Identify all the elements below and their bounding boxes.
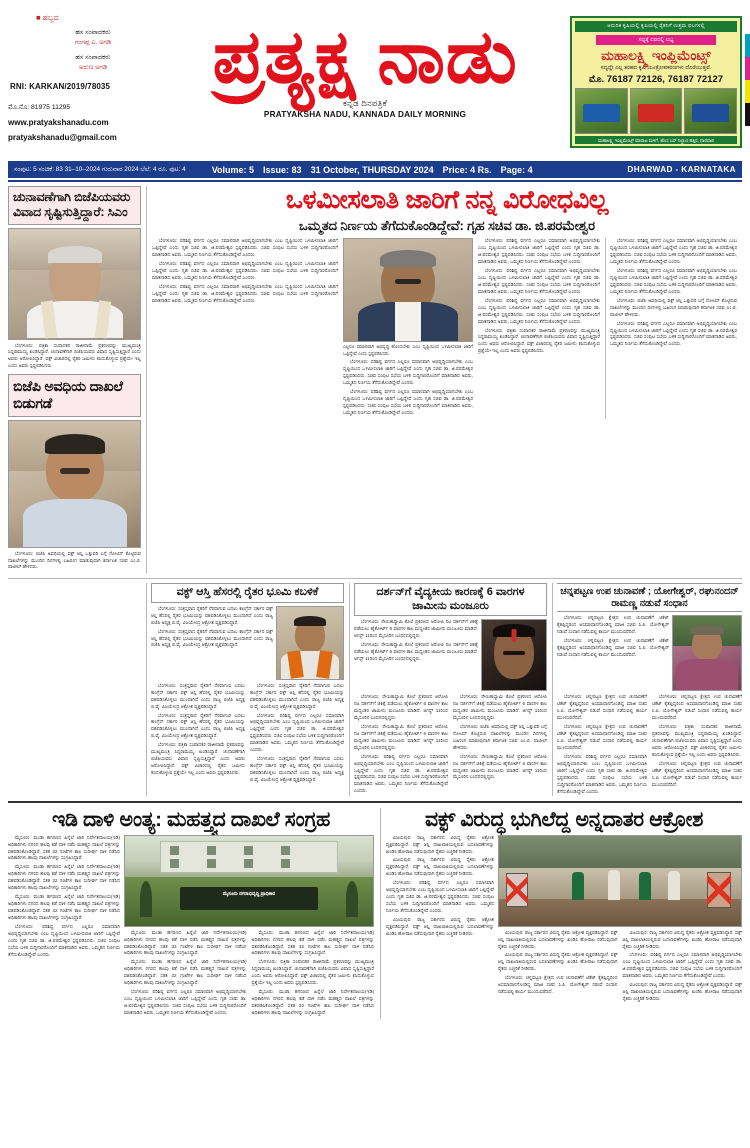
- edition-place: DHARWAD - KARNATAKA: [627, 165, 736, 174]
- siddaramaiah-photo: [8, 228, 141, 340]
- story-mid-b-photo-wrap: [481, 619, 547, 691]
- story-mid-a-headline-box[interactable]: [151, 583, 344, 602]
- rotavator-image: [630, 88, 683, 134]
- story-mid-b-body-2: ಬೆಂಗಳೂರು: ರೇಣುಕಾಸ್ವಾಮಿ ಕೊಲೆ ಪ್ರಕರಣದ ಆರೋಪಿ ನಟ ದರ್ಶನ್‌ಗೆ ಚಿಕಿತ್ಸೆ ಪಡೆಯಲು ಹೈಕೋರ್ಟ್ 6 ವಾರಗಳ ಕಾಲ ಮಧ್ಯಂತರ ಜಾಮೀನು ಮಂಜೂರು ಮಾಡಿದೆ. ಆಗಸ್ಟ್ 11ರಿಂದ ಮೈಸೂರಿನ ಬಂಧನದಲ್ಲಿದ್ದರು. ಬೆಂಗಳೂರು: ರೇಣುಕಾಸ್ವಾಮಿ ಕೊಲೆ ಪ್ರಕರಣದ ಆರೋಪಿ ನಟ ದರ್ಶನ್‌ಗೆ ಚಿಕಿತ್ಸೆ ಪಡೆಯಲು ಹೈಕೋರ್ಟ್ 6 ವಾರಗಳ ಕಾಲ ಮಧ್ಯಂತರ ಜಾಮೀನು ಮಂಜೂರು ಮಾಡಿದೆ. ಆಗಸ್ಟ್ 11ರಿಂದ ಮೈಸೂರಿನ ಬಂಧನದಲ್ಲಿದ್ದರು. ಬೆಂಗಳೂರು: ಪರಿಶಿಷ್ಟ ವರ್ಗದ ಎಲ್ಲರೂ ಸಮಾನವಾಗಿ ಅಭಿವೃದ್ಧಿಯಾಗಬೇಕು ಎಂಬ ದೃಷ್ಟಿಯಿಂದ ಒಳಮೀಸಲಾತಿ ಜಾರಿಗೆ ಒಪ್ಪಿದ್ದೇವೆ ಎಂದು ಗೃಹ ಸಚಿವ ಡಾ. ಜಿ.ಪರಮೇಶ್ವರ ಸ್ಪಷ್ಟಪಡಿಸಿದರು. ಸಚಿವ ಸಂಪುಟ ಸಭೆಯ ಬಳಿಕ ಸುದ್ದಿಗಾರರೊಂದಿಗೆ ಮಾತನಾಡಿದ ಅವರು, ಒಮ್ಮತದ ನಿರ್ಣಯ ತೆಗೆದುಕೊಂಡಿದ್ದೇವೆ ಎಂದರು. ಬೆಂಗಳೂರು: ರೇಣುಕಾಸ್ವಾಮಿ ಕೊಲೆ ಪ್ರಕರಣದ ಆರೋಪಿ ನಟ ದರ್ಶನ್‌ಗೆ ಚಿಕಿತ್ಸೆ ಪಡೆಯಲು ಹೈಕೋರ್ಟ್ 6 ವಾರಗಳ ಕಾಲ ಮಧ್ಯಂತರ ಜಾಮೀನು ಮಂಜೂರು ಮಾಡಿದೆ. ಆಗಸ್ಟ್ 11ರಿಂದ ಮೈಸೂರಿನ ಬಂಧನದಲ್ಲಿದ್ದರು. ಬೆಂಗಳೂರು: ಬಿಜೆಪಿ ಅವಧಿಯಲ್ಲಿ ವಕ್ಫ್ ಆಸ್ತಿ ಒತ್ತುವರಿ ಬಗ್ಗೆ ನೋಟಿಸ್ ಕೊಟ್ಟಿರುವ ದಾಖಲೆಗಳನ್ನು ಮುಂದಿನ ದಿನಗಳಲ್ಲಿ ಬಹಿರಂಗ ಮಾಡುವುದಾಗಿ ಕರ್ನಾಟಕ ಸಚಿವ ಎಂ.ಬಿ. ಪಾಟೀಲ್ ಹೇಳಿದರು. ಬೆಂಗಳೂರು: ರೇಣುಕಾಸ್ವಾಮಿ ಕೊಲೆ ಪ್ರಕರಣದ ಆರೋಪಿ ನಟ ದರ್ಶನ್‌ಗೆ ಚಿಕಿತ್ಸೆ ಪಡೆಯಲು ಹೈಕೋರ್ಟ್ 6 ವಾರಗಳ ಕಾಲ ಮಧ್ಯಂತರ ಜಾಮೀನು ಮಂಜೂರು ಮಾಡಿದೆ. ಆಗಸ್ಟ್ 11ರಿಂದ ಮೈಸೂರಿನ ಬಂಧನದಲ್ಲಿದ್ದರು.: [354, 693, 547, 794]
- page-label: Page: 4: [500, 164, 533, 175]
- masthead-title-block: [160, 6, 570, 119]
- contact-block: [8, 102, 160, 145]
- story-bottom-right-headline[interactable]: ವಕ್ಫ್ ವಿರುದ್ಧ ಭುಗಿಲೆದ್ದ ಅನ್ನದಾತರ ಆಕ್ರೋಶ: [424, 808, 704, 831]
- farmers-protest-photo: [498, 835, 742, 927]
- middle-tier: [8, 578, 742, 796]
- main-story-col1: [152, 238, 338, 419]
- tagline-kannada: ಕನ್ನಡ ದಿನಪತ್ರಿಕೆ: [343, 97, 387, 108]
- page-content: [8, 186, 742, 1019]
- story-mid-a: [146, 583, 344, 796]
- story-bottom-right-body-2: ವಿಜಯಪುರ: ರಾಜ್ಯ ಸರ್ಕಾರದ ವಿರುದ್ಧ ರೈತರು ಆಕ್ರೋಶ ವ್ಯಕ್ತಪಡಿಸಿದ್ದಾರೆ. ವಕ್ಫ್ ಆಸ್ತಿ ದಾಖಲಾತಿಯಲ್ಲಿರುವ ಬದಲಾವಣೆಗಳನ್ನು ಖಂಡಿಸಿ ಹೋರಾಟ ನಡೆಸುವುದಾಗಿ ರೈತರು ಎಚ್ಚರಿಕೆ ನೀಡಿದರು. ವಿಜಯಪುರ: ರಾಜ್ಯ ಸರ್ಕಾರದ ವಿರುದ್ಧ ರೈತರು ಆಕ್ರೋಶ ವ್ಯಕ್ತಪಡಿಸಿದ್ದಾರೆ. ವಕ್ಫ್ ಆಸ್ತಿ ದಾಖಲಾತಿಯಲ್ಲಿರುವ ಬದಲಾವಣೆಗಳನ್ನು ಖಂಡಿಸಿ ಹೋರಾಟ ನಡೆಸುವುದಾಗಿ ರೈತರು ಎಚ್ಚರಿಕೆ ನೀಡಿದರು. ಬೆಂಗಳೂರು: ಚನ್ನಪಟ್ಟಣ ಕ್ಷೇತ್ರದ ಉಪ ಚುನಾವಣೆಗೆ ಟಿಕೆಟ್ ಕೈತಪ್ಪಿದ್ದರಿಂದ ಅಸಮಾಧಾನಗೊಂಡಿದ್ದ ಮಾಜಿ ಸಚಿವ ಸಿ.ಪಿ. ಯೋಗೇಶ್ವರ್ ನಡುವೆ ಸಂಧಾನ ನಡೆಸುವಲ್ಲಿ ಕಾರ್ಯ ಮುಂದುವರೆದಿದೆ. ವಿಜಯಪುರ: ರಾಜ್ಯ ಸರ್ಕಾರದ ವಿರುದ್ಧ ರೈತರು ಆಕ್ರೋಶ ವ್ಯಕ್ತಪಡಿಸಿದ್ದಾರೆ. ವಕ್ಫ್ ಆಸ್ತಿ ದಾಖಲಾತಿಯಲ್ಲಿರುವ ಬದಲಾವಣೆಗಳನ್ನು ಖಂಡಿಸಿ ಹೋರಾಟ ನಡೆಸುವುದಾಗಿ ರೈತರು ಎಚ್ಚರಿಕೆ ನೀಡಿದರು. ಬೆಂಗಳೂರು: ಪರಿಶಿಷ್ಟ ವರ್ಗದ ಎಲ್ಲರೂ ಸಮಾನವಾಗಿ ಅಭಿವೃದ್ಧಿಯಾಗಬೇಕು ಎಂಬ ದೃಷ್ಟಿಯಿಂದ ಒಳಮೀಸಲಾತಿ ಜಾರಿಗೆ ಒಪ್ಪಿದ್ದೇವೆ ಎಂದು ಗೃಹ ಸಚಿವ ಡಾ. ಜಿ.ಪರಮೇಶ್ವರ ಸ್ಪಷ್ಟಪಡಿಸಿದರು. ಸಚಿವ ಸಂಪುಟ ಸಭೆಯ ಬಳಿಕ ಸುದ್ದಿಗಾರರೊಂದಿಗೆ ಮಾತನಾಡಿದ ಅವರು, ಒಮ್ಮತದ ನಿರ್ಣಯ ತೆಗೆದುಕೊಂಡಿದ್ದೇವೆ ಎಂದರು. ವಿಜಯಪುರ: ರಾಜ್ಯ ಸರ್ಕಾರದ ವಿರುದ್ಧ ರೈತರು ಆಕ್ರೋಶ ವ್ಯಕ್ತಪಡಿಸಿದ್ದಾರೆ. ವಕ್ಫ್ ಆಸ್ತಿ ದಾಖಲಾತಿಯಲ್ಲಿರುವ ಬದಲಾವಣೆಗಳನ್ನು ಖಂಡಿಸಿ ಹೋರಾಟ ನಡೆಸುವುದಾಗಿ ರೈತರು ಎಚ್ಚರಿಕೆ ನೀಡಿದರು.: [498, 929, 742, 1002]
- ad-phone-number: ಮೊ. 76187 72126, 76187 72127: [588, 74, 724, 86]
- ad-description: ಸದ್ಯದ್ದೇ ಎಲ್ಲ ತರಹದ ಕೃಷಿ ಯಂತ್ರೋಪಕರಣಗಳು ದೊರೆಯುತ್ತವೆ.: [600, 65, 712, 71]
- ad-product-images: [575, 88, 737, 134]
- story-left-second-headline: ಬಿಜೆಪಿ ಅವಧಿಯ ದಾಖಲೆ ಬಿಡುಗಡೆ: [13, 378, 123, 412]
- issue-info-english: [212, 165, 533, 175]
- story-mid-b-content: [354, 619, 547, 691]
- story-left-top-body: ಬೆಂಗಳೂರು: ಪತ್ರಿಕಾ ಸಂಪಾದಕರ ರಾಜೀನಾಮೆ ಪ್ರಕರಣವನ್ನು ಮುಖ್ಯಮಂತ್ರಿ ಸಿದ್ದರಾಮಯ್ಯ ಖಂಡಿಸಿದ್ದಾರೆ. ಚುನಾವಣೆಗಾಗಿ ಬಿಜೆಪಿಯವರು ವಿವಾದ ಸೃಷ್ಟಿಸುತ್ತಿದ್ದಾರೆ ಎಂದು ಅವರು ಆರೋಪಿಸಿದ್ದಾರೆ. ವಕ್ಫ್ ವಿಚಾರದಲ್ಲಿ ರೈತರ ಜಮೀನು ಕಸಿದುಕೊಳ್ಳುವ ಪ್ರಶ್ನೆಯೇ ಇಲ್ಲ ಎಂದು ಅವರು ಸ್ಪಷ್ಟಪಡಿಸಿದರು.: [8, 342, 141, 369]
- plough-image: [575, 88, 628, 134]
- main-story-col2: [343, 238, 473, 419]
- issue-info-bar: [8, 161, 742, 178]
- volume-label: Volume: 5: [211, 164, 255, 175]
- main-headline: ಒಳಮೀಸಲಾತಿ ಜಾರಿಗೆ ನನ್ನ ವಿರೋಧವಿಲ್ಲ: [285, 186, 609, 214]
- main-story-body-4: ಬೆಂಗಳೂರು: ಪರಿಶಿಷ್ಟ ವರ್ಗದ ಎಲ್ಲರೂ ಸಮಾನವಾಗಿ ಅಭಿವೃದ್ಧಿಯಾಗಬೇಕು ಎಂಬ ದೃಷ್ಟಿಯಿಂದ ಒಳಮೀಸಲಾತಿ ಜಾರಿಗೆ ಒಪ್ಪಿದ್ದೇವೆ ಎಂದು ಗೃಹ ಸಚಿವ ಡಾ. ಜಿ.ಪರಮೇಶ್ವರ ಸ್ಪಷ್ಟಪಡಿಸಿದರು. ಸಚಿವ ಸಂಪುಟ ಸಭೆಯ ಬಳಿಕ ಸುದ್ದಿಗಾರರೊಂದಿಗೆ ಮಾತನಾಡಿದ ಅವರು, ಒಮ್ಮತದ ನಿರ್ಣಯ ತೆಗೆದುಕೊಂಡಿದ್ದೇವೆ ಎಂದರು. ಬೆಂಗಳೂರು: ಪರಿಶಿಷ್ಟ ವರ್ಗದ ಎಲ್ಲರೂ ಸಮಾನವಾಗಿ ಅಭಿವೃದ್ಧಿಯಾಗಬೇಕು ಎಂಬ ದೃಷ್ಟಿಯಿಂದ ಒಳಮೀಸಲಾತಿ ಜಾರಿಗೆ ಒಪ್ಪಿದ್ದೇವೆ ಎಂದು ಗೃಹ ಸಚಿವ ಡಾ. ಜಿ.ಪರಮೇಶ್ವರ ಸ್ಪಷ್ಟಪಡಿಸಿದರು. ಸಚಿವ ಸಂಪುಟ ಸಭೆಯ ಬಳಿಕ ಸುದ್ದಿಗಾರರೊಂದಿಗೆ ಮಾತನಾಡಿದ ಅವರು, ಒಮ್ಮತದ ನಿರ್ಣಯ ತೆಗೆದುಕೊಂಡಿದ್ದೇವೆ ಎಂದರು. ಬೆಂಗಳೂರು: ಬಿಜೆಪಿ ಅವಧಿಯಲ್ಲಿ ವಕ್ಫ್ ಆಸ್ತಿ ಒತ್ತುವರಿ ಬಗ್ಗೆ ನೋಟಿಸ್ ಕೊಟ್ಟಿರುವ ದಾಖಲೆಗಳನ್ನು ಮುಂದಿನ ದಿನಗಳಲ್ಲಿ ಬಹಿರಂಗ ಮಾಡುವುದಾಗಿ ಕರ್ನಾಟಕ ಸಚಿವ ಎಂ.ಬಿ. ಪಾಟೀಲ್ ಹೇಳಿದರು. ಬೆಂಗಳೂರು: ಪರಿಶಿಷ್ಟ ವರ್ಗದ ಎಲ್ಲರೂ ಸಮಾನವಾಗಿ ಅಭಿವೃದ್ಧಿಯಾಗಬೇಕು ಎಂಬ ದೃಷ್ಟಿಯಿಂದ ಒಳಮೀಸಲಾತಿ ಜಾರಿಗೆ ಒಪ್ಪಿದ್ದೇವೆ ಎಂದು ಗೃಹ ಸಚಿವ ಡಾ. ಜಿ.ಪರಮೇಶ್ವರ ಸ್ಪಷ್ಟಪಡಿಸಿದರು. ಸಚಿವ ಸಂಪುಟ ಸಭೆಯ ಬಳಿಕ ಸುದ್ದಿಗಾರರೊಂದಿಗೆ ಮಾತನಾಡಿದ ಅವರು, ಒಮ್ಮತದ ನಿರ್ಣಯ ತೆಗೆದುಕೊಂಡಿದ್ದೇವೆ ಎಂದರು.: [610, 237, 737, 347]
- muda-sign-text: ಮೈಸೂರು ನಗರಾಭಿವೃದ್ಧಿ ಪ್ರಾಧಿಕಾರ: [222, 892, 276, 898]
- masthead: [8, 6, 742, 158]
- story-mid-b: [349, 583, 547, 796]
- issue-info-kannada: ಸಂಪುಟ: 5 ಸಂಚಿಕೆ: 83 31–10–2024 ಗುರುವಾರ 2024 ಬೆಲೆ: 4 ರೂ. ಪುಟ: 4: [14, 165, 186, 173]
- story-left-top-headline-box[interactable]: [8, 186, 141, 225]
- editor-block-1: [26, 28, 160, 48]
- story-mid-a-photo-wrap: [276, 606, 344, 680]
- story-bottom-right-content: [386, 835, 742, 1004]
- story-right-headline-box[interactable]: [557, 583, 742, 612]
- date-label: 31 October, THURSDAY 2024: [310, 164, 434, 175]
- story-mid-b-headline: ದರ್ಶನ್‌ಗೆ ವೈದ್ಯಕೀಯ ಕಾರಣಕ್ಕೆ 6 ವಾರಗಳ ಜಾಮೀನು ಮಂಜೂರು: [376, 586, 525, 612]
- story-mid-b-body-1: ಬೆಂಗಳೂರು: ರೇಣುಕಾಸ್ವಾಮಿ ಕೊಲೆ ಪ್ರಕರಣದ ಆರೋಪಿ ನಟ ದರ್ಶನ್‌ಗೆ ಚಿಕಿತ್ಸೆ ಪಡೆಯಲು ಹೈಕೋರ್ಟ್ 6 ವಾರಗಳ ಕಾಲ ಮಧ್ಯಂತರ ಜಾಮೀನು ಮಂಜೂರು ಮಾಡಿದೆ. ಆಗಸ್ಟ್ 11ರಿಂದ ಮೈಸೂರಿನ ಬಂಧನದಲ್ಲಿದ್ದರು. ಬೆಂಗಳೂರು: ರೇಣುಕಾಸ್ವಾಮಿ ಕೊಲೆ ಪ್ರಕರಣದ ಆರೋಪಿ ನಟ ದರ್ಶನ್‌ಗೆ ಚಿಕಿತ್ಸೆ ಪಡೆಯಲು ಹೈಕೋರ್ಟ್ 6 ವಾರಗಳ ಕಾಲ ಮಧ್ಯಂತರ ಜಾಮೀನು ಮಂಜೂರು ಮಾಡಿದೆ. ಆಗಸ್ಟ್ 11ರಿಂದ ಮೈಸೂರಿನ ಬಂಧನದಲ್ಲಿದ್ದರು.: [354, 618, 478, 661]
- muda-office-photo: [124, 835, 374, 927]
- header-divider: [8, 180, 742, 182]
- story-right-body-2: ಬೆಂಗಳೂರು: ಚನ್ನಪಟ್ಟಣ ಕ್ಷೇತ್ರದ ಉಪ ಚುನಾವಣೆಗೆ ಟಿಕೆಟ್ ಕೈತಪ್ಪಿದ್ದರಿಂದ ಅಸಮಾಧಾನಗೊಂಡಿದ್ದ ಮಾಜಿ ಸಚಿವ ಸಿ.ಪಿ. ಯೋಗೇಶ್ವರ್ ನಡುವೆ ಸಂಧಾನ ನಡೆಸುವಲ್ಲಿ ಕಾರ್ಯ ಮುಂದುವರೆದಿದೆ. ಬೆಂಗಳೂರು: ಚನ್ನಪಟ್ಟಣ ಕ್ಷೇತ್ರದ ಉಪ ಚುನಾವಣೆಗೆ ಟಿಕೆಟ್ ಕೈತಪ್ಪಿದ್ದರಿಂದ ಅಸಮಾಧಾನಗೊಂಡಿದ್ದ ಮಾಜಿ ಸಚಿವ ಸಿ.ಪಿ. ಯೋಗೇಶ್ವರ್ ನಡುವೆ ಸಂಧಾನ ನಡೆಸುವಲ್ಲಿ ಕಾರ್ಯ ಮುಂದುವರೆದಿದೆ. ಬೆಂಗಳೂರು: ಪರಿಶಿಷ್ಟ ವರ್ಗದ ಎಲ್ಲರೂ ಸಮಾನವಾಗಿ ಅಭಿವೃದ್ಧಿಯಾಗಬೇಕು ಎಂಬ ದೃಷ್ಟಿಯಿಂದ ಒಳಮೀಸಲಾತಿ ಜಾರಿಗೆ ಒಪ್ಪಿದ್ದೇವೆ ಎಂದು ಗೃಹ ಸಚಿವ ಡಾ. ಜಿ.ಪರಮೇಶ್ವರ ಸ್ಪಷ್ಟಪಡಿಸಿದರು. ಸಚಿವ ಸಂಪುಟ ಸಭೆಯ ಬಳಿಕ ಸುದ್ದಿಗಾರರೊಂದಿಗೆ ಮಾತನಾಡಿದ ಅವರು, ಒಮ್ಮತದ ನಿರ್ಣಯ ತೆಗೆದುಕೊಂಡಿದ್ದೇವೆ ಎಂದರು. ಬೆಂಗಳೂರು: ಚನ್ನಪಟ್ಟಣ ಕ್ಷೇತ್ರದ ಉಪ ಚುನಾವಣೆಗೆ ಟಿಕೆಟ್ ಕೈತಪ್ಪಿದ್ದರಿಂದ ಅಸಮಾಧಾನಗೊಂಡಿದ್ದ ಮಾಜಿ ಸಚಿವ ಸಿ.ಪಿ. ಯೋಗೇಶ್ವರ್ ನಡುವೆ ಸಂಧಾನ ನಡೆಸುವಲ್ಲಿ ಕಾರ್ಯ ಮುಂದುವರೆದಿದೆ. ಬೆಂಗಳೂರು: ಪತ್ರಿಕಾ ಸಂಪಾದಕರ ರಾಜೀನಾಮೆ ಪ್ರಕರಣವನ್ನು ಮುಖ್ಯಮಂತ್ರಿ ಸಿದ್ದರಾಮಯ್ಯ ಖಂಡಿಸಿದ್ದಾರೆ. ಚುನಾವಣೆಗಾಗಿ ಬಿಜೆಪಿಯವರು ವಿವಾದ ಸೃಷ್ಟಿಸುತ್ತಿದ್ದಾರೆ ಎಂದು ಅವರು ಆರೋಪಿಸಿದ್ದಾರೆ. ವಕ್ಫ್ ವಿಚಾರದಲ್ಲಿ ರೈತರ ಜಮೀನು ಕಸಿದುಕೊಳ್ಳುವ ಪ್ರಶ್ನೆಯೇ ಇಲ್ಲ ಎಂದು ಅವರು ಸ್ಪಷ್ಟಪಡಿಸಿದರು. ಬೆಂಗಳೂರು: ಚನ್ನಪಟ್ಟಣ ಕ್ಷೇತ್ರದ ಉಪ ಚುನಾವಣೆಗೆ ಟಿಕೆಟ್ ಕೈತಪ್ಪಿದ್ದರಿಂದ ಅಸಮಾಧಾನಗೊಂಡಿದ್ದ ಮಾಜಿ ಸಚಿವ ಸಿ.ಪಿ. ಯೋಗೇಶ್ವರ್ ನಡುವೆ ಸಂಧಾನ ನಡೆಸುವಲ್ಲಿ ಕಾರ್ಯ ಮುಂದುವರೆದಿದೆ.: [557, 694, 742, 795]
- website-url[interactable]: www.pratyakshanadu.com: [8, 118, 109, 128]
- editor-name-2: ಅರುಣ ಅಗಡಿ: [78, 63, 108, 71]
- story-mid-a-headline: ವಕ್ಫ್ ಆಸ್ತಿ ಹೆಸರಲ್ಲಿ ರೈತರ ಭೂಮಿ ಕಬಳಿಕೆ: [176, 586, 319, 599]
- masthead-left-info: [8, 6, 160, 146]
- color-calibration-strip: [745, 34, 750, 126]
- issue-label: Issue: 83: [263, 164, 302, 175]
- main-headline-block[interactable]: [152, 186, 742, 234]
- story-mid-b-headline-box[interactable]: [354, 583, 547, 615]
- story-right-content: [557, 615, 742, 691]
- main-subheadline: ಒಮ್ಮತದ ನಿರ್ಣಯ ತೆಗೆದುಕೊಂಡಿದ್ದೇವೆ: ಗೃಹ ಸಚಿವ ಡಾ. ಜಿ.ಪರಮೇಶ್ವರ: [299, 218, 595, 234]
- story-right-photo-wrap: [672, 615, 742, 691]
- left-column: [8, 186, 141, 573]
- masthead-advertisement[interactable]: [570, 16, 742, 148]
- editor-block-2: [26, 53, 160, 73]
- main-story-body-1: ಬೆಂಗಳೂರು: ಪರಿಶಿಷ್ಟ ವರ್ಗದ ಎಲ್ಲರೂ ಸಮಾನವಾಗಿ ಅಭಿವೃದ್ಧಿಯಾಗಬೇಕು ಎಂಬ ದೃಷ್ಟಿಯಿಂದ ಒಳಮೀಸಲಾತಿ ಜಾರಿಗೆ ಒಪ್ಪಿದ್ದೇವೆ ಎಂದು ಗೃಹ ಸಚಿವ ಡಾ. ಜಿ.ಪರಮೇಶ್ವರ ಸ್ಪಷ್ಟಪಡಿಸಿದರು. ಸಚಿವ ಸಂಪುಟ ಸಭೆಯ ಬಳಿಕ ಸುದ್ದಿಗಾರರೊಂದಿಗೆ ಮಾತನಾಡಿದ ಅವರು, ಒಮ್ಮತದ ನಿರ್ಣಯ ತೆಗೆದುಕೊಂಡಿದ್ದೇವೆ ಎಂದರು. ಬೆಂಗಳೂರು: ಪರಿಶಿಷ್ಟ ವರ್ಗದ ಎಲ್ಲರೂ ಸಮಾನವಾಗಿ ಅಭಿವೃದ್ಧಿಯಾಗಬೇಕು ಎಂಬ ದೃಷ್ಟಿಯಿಂದ ಒಳಮೀಸಲಾತಿ ಜಾರಿಗೆ ಒಪ್ಪಿದ್ದೇವೆ ಎಂದು ಗೃಹ ಸಚಿವ ಡಾ. ಜಿ.ಪರಮೇಶ್ವರ ಸ್ಪಷ್ಟಪಡಿಸಿದರು. ಸಚಿವ ಸಂಪುಟ ಸಭೆಯ ಬಳಿಕ ಸುದ್ದಿಗಾರರೊಂದಿಗೆ ಮಾತನಾಡಿದ ಅವರು, ಒಮ್ಮತದ ನಿರ್ಣಯ ತೆಗೆದುಕೊಂಡಿದ್ದೇವೆ ಎಂದರು. ಬೆಂಗಳೂರು: ಪರಿಶಿಷ್ಟ ವರ್ಗದ ಎಲ್ಲರೂ ಸಮಾನವಾಗಿ ಅಭಿವೃದ್ಧಿಯಾಗಬೇಕು ಎಂಬ ದೃಷ್ಟಿಯಿಂದ ಒಳಮೀಸಲಾತಿ ಜಾರಿಗೆ ಒಪ್ಪಿದ್ದೇವೆ ಎಂದು ಗೃಹ ಸಚಿವ ಡಾ. ಜಿ.ಪರಮೇಶ್ವರ ಸ್ಪಷ್ಟಪಡಿಸಿದರು. ಸಚಿವ ಸಂಪುಟ ಸಭೆಯ ಬಳಿಕ ಸುದ್ದಿಗಾರರೊಂದಿಗೆ ಮಾತನಾಡಿದ ಅವರು, ಒಮ್ಮತದ ನಿರ್ಣಯ ತೆಗೆದುಕೊಂಡಿದ್ದೇವೆ ಎಂದರು.: [152, 237, 338, 303]
- main-photo-caption: ಎಲ್ಲರೂ ಸಮಾನವಾಗಿ ಅಭಿವೃದ್ಧಿ ಹೊಂದಬೇಕು ಎಂಬ ದೃಷ್ಟಿಯಿಂದ ಒಳಮೀಸಲಾತಿ ಜಾರಿಗೆ ಒಪ್ಪಿದ್ದೇವೆ ಎಂದು ಸ್ಪಷ್ಟಪಡಿಸಿದರು.: [343, 343, 473, 356]
- story-left-second-body: ಬೆಂಗಳೂರು: ಬಿಜೆಪಿ ಅವಧಿಯಲ್ಲಿ ವಕ್ಫ್ ಆಸ್ತಿ ಒತ್ತುವರಿ ಬಗ್ಗೆ ನೋಟಿಸ್ ಕೊಟ್ಟಿರುವ ದಾಖಲೆಗಳನ್ನು ಮುಂದಿನ ದಿನಗಳಲ್ಲಿ ಬಹಿರಂಗ ಮಾಡುವುದಾಗಿ ಕರ್ನಾಟಕ ಸಚಿವ ಎಂ.ಬಿ. ಪಾಟೀಲ್ ಹೇಳಿದರು.: [8, 550, 141, 570]
- story-mid-a-body-2: ಬೆಂಗಳೂರು: ಸಂತ್ರಸ್ತರಾದ ರೈತರಿಗೆ ನೆರವಾಗುವ ಬದಲು ಕಾಂಗ್ರೆಸ್ ಸರ್ಕಾರ ವಕ್ಫ್ ಆಸ್ತಿ ಹೆಸರಲ್ಲಿ ರೈತರ ಭೂಮಿಯನ್ನು ವಶಪಡಿಸಿಕೊಳ್ಳಲು ಮುಂದಾಗಿದೆ ಎಂದು ರಾಜ್ಯ ಬಿಜೆಪಿ ಅಧ್ಯಕ್ಷ ಬಿ.ವೈ. ವಿಜಯೇಂದ್ರ ಆಕ್ರೋಶ ವ್ಯಕ್ತಪಡಿಸಿದ್ದಾರೆ. ಬೆಂಗಳೂರು: ಸಂತ್ರಸ್ತರಾದ ರೈತರಿಗೆ ನೆರವಾಗುವ ಬದಲು ಕಾಂಗ್ರೆಸ್ ಸರ್ಕಾರ ವಕ್ಫ್ ಆಸ್ತಿ ಹೆಸರಲ್ಲಿ ರೈತರ ಭೂಮಿಯನ್ನು ವಶಪಡಿಸಿಕೊಳ್ಳಲು ಮುಂದಾಗಿದೆ ಎಂದು ರಾಜ್ಯ ಬಿಜೆಪಿ ಅಧ್ಯಕ್ಷ ಬಿ.ವೈ. ವಿಜಯೇಂದ್ರ ಆಕ್ರೋಶ ವ್ಯಕ್ತಪಡಿಸಿದ್ದಾರೆ. ಬೆಂಗಳೂರು: ಪತ್ರಿಕಾ ಸಂಪಾದಕರ ರಾಜೀನಾಮೆ ಪ್ರಕರಣವನ್ನು ಮುಖ್ಯಮಂತ್ರಿ ಸಿದ್ದರಾಮಯ್ಯ ಖಂಡಿಸಿದ್ದಾರೆ. ಚುನಾವಣೆಗಾಗಿ ಬಿಜೆಪಿಯವರು ವಿವಾದ ಸೃಷ್ಟಿಸುತ್ತಿದ್ದಾರೆ ಎಂದು ಅವರು ಆರೋಪಿಸಿದ್ದಾರೆ. ವಕ್ಫ್ ವಿಚಾರದಲ್ಲಿ ರೈತರ ಜಮೀನು ಕಸಿದುಕೊಳ್ಳುವ ಪ್ರಶ್ನೆಯೇ ಇಲ್ಲ ಎಂದು ಅವರು ಸ್ಪಷ್ಟಪಡಿಸಿದರು. ಬೆಂಗಳೂರು: ಸಂತ್ರಸ್ತರಾದ ರೈತರಿಗೆ ನೆರವಾಗುವ ಬದಲು ಕಾಂಗ್ರೆಸ್ ಸರ್ಕಾರ ವಕ್ಫ್ ಆಸ್ತಿ ಹೆಸರಲ್ಲಿ ರೈತರ ಭೂಮಿಯನ್ನು ವಶಪಡಿಸಿಕೊಳ್ಳಲು ಮುಂದಾಗಿದೆ ಎಂದು ರಾಜ್ಯ ಬಿಜೆಪಿ ಅಧ್ಯಕ್ಷ ಬಿ.ವೈ. ವಿಜಯೇಂದ್ರ ಆಕ್ರೋಶ ವ್ಯಕ್ತಪಡಿಸಿದ್ದಾರೆ. ಬೆಂಗಳೂರು: ಪರಿಶಿಷ್ಟ ವರ್ಗದ ಎಲ್ಲರೂ ಸಮಾನವಾಗಿ ಅಭಿವೃದ್ಧಿಯಾಗಬೇಕು ಎಂಬ ದೃಷ್ಟಿಯಿಂದ ಒಳಮೀಸಲಾತಿ ಜಾರಿಗೆ ಒಪ್ಪಿದ್ದೇವೆ ಎಂದು ಗೃಹ ಸಚಿವ ಡಾ. ಜಿ.ಪರಮೇಶ್ವರ ಸ್ಪಷ್ಟಪಡಿಸಿದರು. ಸಚಿವ ಸಂಪುಟ ಸಭೆಯ ಬಳಿಕ ಸುದ್ದಿಗಾರರೊಂದಿಗೆ ಮಾತನಾಡಿದ ಅವರು, ಒಮ್ಮತದ ನಿರ್ಣಯ ತೆಗೆದುಕೊಂಡಿದ್ದೇವೆ ಎಂದರು. ಬೆಂಗಳೂರು: ಸಂತ್ರಸ್ತರಾದ ರೈತರಿಗೆ ನೆರವಾಗುವ ಬದಲು ಕಾಂಗ್ರೆಸ್ ಸರ್ಕಾರ ವಕ್ಫ್ ಆಸ್ತಿ ಹೆಸರಲ್ಲಿ ರೈತರ ಭೂಮಿಯನ್ನು ವಶಪಡಿಸಿಕೊಳ್ಳಲು ಮುಂದಾಗಿದೆ ಎಂದು ರಾಜ್ಯ ಬಿಜೆಪಿ ಅಧ್ಯಕ್ಷ ಬಿ.ವೈ. ವಿಜಯೇಂದ್ರ ಆಕ್ರೋಶ ವ್ಯಕ್ತಪಡಿಸಿದ್ದಾರೆ.: [151, 682, 344, 783]
- story-bottom-left-right-part: [124, 835, 374, 1020]
- story-bottom-right-body-1: ವಿಜಯಪುರ: ರಾಜ್ಯ ಸರ್ಕಾರದ ವಿರುದ್ಧ ರೈತರು ಆಕ್ರೋಶ ವ್ಯಕ್ತಪಡಿಸಿದ್ದಾರೆ. ವಕ್ಫ್ ಆಸ್ತಿ ದಾಖಲಾತಿಯಲ್ಲಿರುವ ಬದಲಾವಣೆಗಳನ್ನು ಖಂಡಿಸಿ ಹೋರಾಟ ನಡೆಸುವುದಾಗಿ ರೈತರು ಎಚ್ಚರಿಕೆ ನೀಡಿದರು. ವಿಜಯಪುರ: ರಾಜ್ಯ ಸರ್ಕಾರದ ವಿರುದ್ಧ ರೈತರು ಆಕ್ರೋಶ ವ್ಯಕ್ತಪಡಿಸಿದ್ದಾರೆ. ವಕ್ಫ್ ಆಸ್ತಿ ದಾಖಲಾತಿಯಲ್ಲಿರುವ ಬದಲಾವಣೆಗಳನ್ನು ಖಂಡಿಸಿ ಹೋರಾಟ ನಡೆಸುವುದಾಗಿ ರೈತರು ಎಚ್ಚರಿಕೆ ನೀಡಿದರು. ಬೆಂಗಳೂರು: ಪರಿಶಿಷ್ಟ ವರ್ಗದ ಎಲ್ಲರೂ ಸಮಾನವಾಗಿ ಅಭಿವೃದ್ಧಿಯಾಗಬೇಕು ಎಂಬ ದೃಷ್ಟಿಯಿಂದ ಒಳಮೀಸಲಾತಿ ಜಾರಿಗೆ ಒಪ್ಪಿದ್ದೇವೆ ಎಂದು ಗೃಹ ಸಚಿವ ಡಾ. ಜಿ.ಪರಮೇಶ್ವರ ಸ್ಪಷ್ಟಪಡಿಸಿದರು. ಸಚಿವ ಸಂಪುಟ ಸಭೆಯ ಬಳಿಕ ಸುದ್ದಿಗಾರರೊಂದಿಗೆ ಮಾತನಾಡಿದ ಅವರು, ಒಮ್ಮತದ ನಿರ್ಣಯ ತೆಗೆದುಕೊಂಡಿದ್ದೇವೆ ಎಂದರು. ವಿಜಯಪುರ: ರಾಜ್ಯ ಸರ್ಕಾರದ ವಿರುದ್ಧ ರೈತರು ಆಕ್ರೋಶ ವ್ಯಕ್ತಪಡಿಸಿದ್ದಾರೆ. ವಕ್ಫ್ ಆಸ್ತಿ ದಾಖಲಾತಿಯಲ್ಲಿರುವ ಬದಲಾವಣೆಗಳನ್ನು ಖಂಡಿಸಿ ಹೋರಾಟ ನಡೆಸುವುದಾಗಿ ರೈತರು ಎಚ್ಚರಿಕೆ ನೀಡಿದರು.: [386, 834, 494, 937]
- ad-top-banner: ಆಧುನಿಕ ಕೃಷಿಯಲ್ಲಿ ಕೃಷಿಯಲ್ಲಿ ರೈತನಿಗೆ ಉತ್ತಮ ಫಲಗಳಲ್ಲಿ: [575, 21, 737, 32]
- story-right-headline: ಚನ್ನಪಟ್ಟಣ ಉಪ ಚುನಾವಣೆ ; ಯೋಗೇಶ್ವರ್, ರಘುನಂದನ್ ರಾಮಣ್ಣ ನಡುವೆ ಸಂಧಾನ: [560, 586, 739, 609]
- bottom-tier: [8, 801, 742, 1019]
- story-right-body-1: ಬೆಂಗಳೂರು: ಚನ್ನಪಟ್ಟಣ ಕ್ಷೇತ್ರದ ಉಪ ಚುನಾವಣೆಗೆ ಟಿಕೆಟ್ ಕೈತಪ್ಪಿದ್ದರಿಂದ ಅಸಮಾಧಾನಗೊಂಡಿದ್ದ ಮಾಜಿ ಸಚಿವ ಸಿ.ಪಿ. ಯೋಗೇಶ್ವರ್ ನಡುವೆ ಸಂಧಾನ ನಡೆಸುವಲ್ಲಿ ಕಾರ್ಯ ಮುಂದುವರೆದಿದೆ. ಬೆಂಗಳೂರು: ಚನ್ನಪಟ್ಟಣ ಕ್ಷೇತ್ರದ ಉಪ ಚುನಾವಣೆಗೆ ಟಿಕೆಟ್ ಕೈತಪ್ಪಿದ್ದರಿಂದ ಅಸಮಾಧಾನಗೊಂಡಿದ್ದ ಮಾಜಿ ಸಚಿವ ಸಿ.ಪಿ. ಯೋಗೇಶ್ವರ್ ನಡುವೆ ಸಂಧಾನ ನಡೆಸುವಲ್ಲಿ ಕಾರ್ಯ ಮುಂದುವರೆದಿದೆ.: [557, 615, 669, 658]
- phone-number: ಮೊ.ನೊ: 81975 11295: [8, 104, 71, 112]
- bjp-leader-photo: [8, 420, 141, 548]
- story-bottom-left-body-1: ಮೈಸೂರು: ಮುಡಾ ಹಗರಣದ ಹಿನ್ನೆಲೆ ಜಾರಿ ನಿರ್ದೇಶನಾಲಯ(ಇಡಿ) ಅಧಿಕಾರಿಗಳು ನಗರದ ಹಲವು ಕಡೆ ದಾಳಿ ನಡೆಸಿ ಮಹತ್ತ್ವದ ದಾಖಲೆ ಪತ್ರಗಳನ್ನು ವಶಪಡಿಸಿಕೊಂಡಿದ್ದಾರೆ. ಸತತ 32 ಗಂಟೆಗಳ ಕಾಲ ಸುದೀರ್ಘ ದಾಳಿ ನಡೆಸಿದ ಅಧಿಕಾರಿಗಳು ಹಲವು ದಾಖಲೆಗಳನ್ನು ಸಂಗ್ರಹಿಸಿದ್ದಾರೆ. ಮೈಸೂರು: ಮುಡಾ ಹಗರಣದ ಹಿನ್ನೆಲೆ ಜಾರಿ ನಿರ್ದೇಶನಾಲಯ(ಇಡಿ) ಅಧಿಕಾರಿಗಳು ನಗರದ ಹಲವು ಕಡೆ ದಾಳಿ ನಡೆಸಿ ಮಹತ್ತ್ವದ ದಾಖಲೆ ಪತ್ರಗಳನ್ನು ವಶಪಡಿಸಿಕೊಂಡಿದ್ದಾರೆ. ಸತತ 32 ಗಂಟೆಗಳ ಕಾಲ ಸುದೀರ್ಘ ದಾಳಿ ನಡೆಸಿದ ಅಧಿಕಾರಿಗಳು ಹಲವು ದಾಖಲೆಗಳನ್ನು ಸಂಗ್ರಹಿಸಿದ್ದಾರೆ. ಮೈಸೂರು: ಮುಡಾ ಹಗರಣದ ಹಿನ್ನೆಲೆ ಜಾರಿ ನಿರ್ದೇಶನಾಲಯ(ಇಡಿ) ಅಧಿಕಾರಿಗಳು ನಗರದ ಹಲವು ಕಡೆ ದಾಳಿ ನಡೆಸಿ ಮಹತ್ತ್ವದ ದಾಖಲೆ ಪತ್ರಗಳನ್ನು ವಶಪಡಿಸಿಕೊಂಡಿದ್ದಾರೆ. ಸತತ 32 ಗಂಟೆಗಳ ಕಾಲ ಸುದೀರ್ಘ ದಾಳಿ ನಡೆಸಿದ ಅಧಿಕಾರಿಗಳು ಹಲವು ದಾಖಲೆಗಳನ್ನು ಸಂಗ್ರಹಿಸಿದ್ದಾರೆ. ಬೆಂಗಳೂರು: ಪರಿಶಿಷ್ಟ ವರ್ಗದ ಎಲ್ಲರೂ ಸಮಾನವಾಗಿ ಅಭಿವೃದ್ಧಿಯಾಗಬೇಕು ಎಂಬ ದೃಷ್ಟಿಯಿಂದ ಒಳಮೀಸಲಾತಿ ಜಾರಿಗೆ ಒಪ್ಪಿದ್ದೇವೆ ಎಂದು ಗೃಹ ಸಚಿವ ಡಾ. ಜಿ.ಪರಮೇಶ್ವರ ಸ್ಪಷ್ಟಪಡಿಸಿದರು. ಸಚಿವ ಸಂಪುಟ ಸಭೆಯ ಬಳಿಕ ಸುದ್ದಿಗಾರರೊಂದಿಗೆ ಮಾತನಾಡಿದ ಅವರು, ಒಮ್ಮತದ ನಿರ್ಣಯ ತೆಗೆದುಕೊಂಡಿದ್ದೇವೆ ಎಂದರು.: [8, 834, 120, 958]
- middle-tier-left-spacer: [8, 583, 141, 796]
- ad-footer-address: ಮಹಾಲಕ್ಷ್ಮಿ ಇಂಪ್ಲಿಮೆಂಟ್ಸ್ ಮಾರಾಟ ಮಳಿಗೆ, ಹೊಸ ಬಸ್ ನಿಲ್ದಾಣ ಹತ್ತಿರ, ಧಾರವಾಡ: [575, 136, 737, 144]
- editor-label-2: ಹಸ ಸಂಪಾದಕರು: [75, 53, 111, 61]
- ad-offer-badge: ಸಧ್ಯಕ್ಕೆ ದರದಲ್ಲಿ ಲಭ್ಯ: [596, 35, 716, 45]
- main-story-col4: [605, 238, 737, 419]
- story-mid-a-body-1: ಬೆಂಗಳೂರು: ಸಂತ್ರಸ್ತರಾದ ರೈತರಿಗೆ ನೆರವಾಗುವ ಬದಲು ಕಾಂಗ್ರೆಸ್ ಸರ್ಕಾರ ವಕ್ಫ್ ಆಸ್ತಿ ಹೆಸರಲ್ಲಿ ರೈತರ ಭೂಮಿಯನ್ನು ವಶಪಡಿಸಿಕೊಳ್ಳಲು ಮುಂದಾಗಿದೆ ಎಂದು ರಾಜ್ಯ ಬಿಜೆಪಿ ಅಧ್ಯಕ್ಷ ಬಿ.ವೈ. ವಿಜಯೇಂದ್ರ ಆಕ್ರೋಶ ವ್ಯಕ್ತಪಡಿಸಿದ್ದಾರೆ. ಬೆಂಗಳೂರು: ಸಂತ್ರಸ್ತರಾದ ರೈತರಿಗೆ ನೆರವಾಗುವ ಬದಲು ಕಾಂಗ್ರೆಸ್ ಸರ್ಕಾರ ವಕ್ಫ್ ಆಸ್ತಿ ಹೆಸರಲ್ಲಿ ರೈತರ ಭೂಮಿಯನ್ನು ವಶಪಡಿಸಿಕೊಳ್ಳಲು ಮುಂದಾಗಿದೆ ಎಂದು ರಾಜ್ಯ ಬಿಜೆಪಿ ಅಧ್ಯಕ್ಷ ಬಿ.ವೈ. ವಿಜಯೇಂದ್ರ ಆಕ್ರೋಶ ವ್ಯಕ್ತಪಡಿಸಿದ್ದಾರೆ.: [151, 605, 273, 648]
- editor-label-1: ಹಸ ಸಂಪಾದಕರು: [75, 29, 111, 37]
- top-tier: [8, 186, 742, 573]
- main-story-band: [152, 238, 742, 419]
- parameshwara-photo: [343, 238, 473, 342]
- main-story-body-2: ಬೆಂಗಳೂರು: ಪರಿಶಿಷ್ಟ ವರ್ಗದ ಎಲ್ಲರೂ ಸಮಾನವಾಗಿ ಅಭಿವೃದ್ಧಿಯಾಗಬೇಕು ಎಂಬ ದೃಷ್ಟಿಯಿಂದ ಒಳಮೀಸಲಾತಿ ಜಾರಿಗೆ ಒಪ್ಪಿದ್ದೇವೆ ಎಂದು ಗೃಹ ಸಚಿವ ಡಾ. ಜಿ.ಪರಮೇಶ್ವರ ಸ್ಪಷ್ಟಪಡಿಸಿದರು. ಸಚಿವ ಸಂಪುಟ ಸಭೆಯ ಬಳಿಕ ಸುದ್ದಿಗಾರರೊಂದಿಗೆ ಮಾತನಾಡಿದ ಅವರು, ಒಮ್ಮತದ ನಿರ್ಣಯ ತೆಗೆದುಕೊಂಡಿದ್ದೇವೆ ಎಂದರು. ಬೆಂಗಳೂರು: ಪರಿಶಿಷ್ಟ ವರ್ಗದ ಎಲ್ಲರೂ ಸಮಾನವಾಗಿ ಅಭಿವೃದ್ಧಿಯಾಗಬೇಕು ಎಂಬ ದೃಷ್ಟಿಯಿಂದ ಒಳಮೀಸಲಾತಿ ಜಾರಿಗೆ ಒಪ್ಪಿದ್ದೇವೆ ಎಂದು ಗೃಹ ಸಚಿವ ಡಾ. ಜಿ.ಪರಮೇಶ್ವರ ಸ್ಪಷ್ಟಪಡಿಸಿದರು. ಸಚಿವ ಸಂಪುಟ ಸಭೆಯ ಬಳಿಕ ಸುದ್ದಿಗಾರರೊಂದಿಗೆ ಮಾತನಾಡಿದ ಅವರು, ಒಮ್ಮತದ ನಿರ್ಣಯ ತೆಗೆದುಕೊಂಡಿದ್ದೇವೆ ಎಂದರು.: [343, 359, 473, 415]
- yogeshwar-photo: [672, 615, 742, 691]
- story-left-second-headline-box[interactable]: [8, 374, 141, 416]
- newspaper-logo: ಪ್ರತ್ಯಕ್ಷ ನಾಡು: [212, 15, 518, 98]
- story-left-top-headline: ಚುನಾವಣೆಗಾಗಿ ಬಿಜೆಪಿಯವರು ವಿವಾದ ಸೃಷ್ಟಿಸುತ್ತಿದ್ದಾರೆ: ಸಿಎಂ: [13, 190, 131, 220]
- story-bottom-left-body-2: ಮೈಸೂರು: ಮುಡಾ ಹಗರಣದ ಹಿನ್ನೆಲೆ ಜಾರಿ ನಿರ್ದೇಶನಾಲಯ(ಇಡಿ) ಅಧಿಕಾರಿಗಳು ನಗರದ ಹಲವು ಕಡೆ ದಾಳಿ ನಡೆಸಿ ಮಹತ್ತ್ವದ ದಾಖಲೆ ಪತ್ರಗಳನ್ನು ವಶಪಡಿಸಿಕೊಂಡಿದ್ದಾರೆ. ಸತತ 32 ಗಂಟೆಗಳ ಕಾಲ ಸುದೀರ್ಘ ದಾಳಿ ನಡೆಸಿದ ಅಧಿಕಾರಿಗಳು ಹಲವು ದಾಖಲೆಗಳನ್ನು ಸಂಗ್ರಹಿಸಿದ್ದಾರೆ. ಮೈಸೂರು: ಮುಡಾ ಹಗರಣದ ಹಿನ್ನೆಲೆ ಜಾರಿ ನಿರ್ದೇಶನಾಲಯ(ಇಡಿ) ಅಧಿಕಾರಿಗಳು ನಗರದ ಹಲವು ಕಡೆ ದಾಳಿ ನಡೆಸಿ ಮಹತ್ತ್ವದ ದಾಖಲೆ ಪತ್ರಗಳನ್ನು ವಶಪಡಿಸಿಕೊಂಡಿದ್ದಾರೆ. ಸತತ 32 ಗಂಟೆಗಳ ಕಾಲ ಸುದೀರ್ಘ ದಾಳಿ ನಡೆಸಿದ ಅಧಿಕಾರಿಗಳು ಹಲವು ದಾಖಲೆಗಳನ್ನು ಸಂಗ್ರಹಿಸಿದ್ದಾರೆ. ಬೆಂಗಳೂರು: ಪರಿಶಿಷ್ಟ ವರ್ಗದ ಎಲ್ಲರೂ ಸಮಾನವಾಗಿ ಅಭಿವೃದ್ಧಿಯಾಗಬೇಕು ಎಂಬ ದೃಷ್ಟಿಯಿಂದ ಒಳಮೀಸಲಾತಿ ಜಾರಿಗೆ ಒಪ್ಪಿದ್ದೇವೆ ಎಂದು ಗೃಹ ಸಚಿವ ಡಾ. ಜಿ.ಪರಮೇಶ್ವರ ಸ್ಪಷ್ಟಪಡಿಸಿದರು. ಸಚಿವ ಸಂಪುಟ ಸಭೆಯ ಬಳಿಕ ಸುದ್ದಿಗಾರರೊಂದಿಗೆ ಮಾತನಾಡಿದ ಅವರು, ಒಮ್ಮತದ ನಿರ್ಣಯ ತೆಗೆದುಕೊಂಡಿದ್ದೇವೆ ಎಂದರು. ಮೈಸೂರು: ಮುಡಾ ಹಗರಣದ ಹಿನ್ನೆಲೆ ಜಾರಿ ನಿರ್ದೇಶನಾಲಯ(ಇಡಿ) ಅಧಿಕಾರಿಗಳು ನಗರದ ಹಲವು ಕಡೆ ದಾಳಿ ನಡೆಸಿ ಮಹತ್ತ್ವದ ದಾಖಲೆ ಪತ್ರಗಳನ್ನು ವಶಪಡಿಸಿಕೊಂಡಿದ್ದಾರೆ. ಸತತ 32 ಗಂಟೆಗಳ ಕಾಲ ಸುದೀರ್ಘ ದಾಳಿ ನಡೆಸಿದ ಅಧಿಕಾರಿಗಳು ಹಲವು ದಾಖಲೆಗಳನ್ನು ಸಂಗ್ರಹಿಸಿದ್ದಾರೆ. ಬೆಂಗಳೂರು: ಪತ್ರಿಕಾ ಸಂಪಾದಕರ ರಾಜೀನಾಮೆ ಪ್ರಕರಣವನ್ನು ಮುಖ್ಯಮಂತ್ರಿ ಸಿದ್ದರಾಮಯ್ಯ ಖಂಡಿಸಿದ್ದಾರೆ. ಚುನಾವಣೆಗಾಗಿ ಬಿಜೆಪಿಯವರು ವಿವಾದ ಸೃಷ್ಟಿಸುತ್ತಿದ್ದಾರೆ ಎಂದು ಅವರು ಆರೋಪಿಸಿದ್ದಾರೆ. ವಕ್ಫ್ ವಿಚಾರದಲ್ಲಿ ರೈತರ ಜಮೀನು ಕಸಿದುಕೊಳ್ಳುವ ಪ್ರಶ್ನೆಯೇ ಇಲ್ಲ ಎಂದು ಅವರು ಸ್ಪಷ್ಟಪಡಿಸಿದರು. ಮೈಸೂರು: ಮುಡಾ ಹಗರಣದ ಹಿನ್ನೆಲೆ ಜಾರಿ ನಿರ್ದೇಶನಾಲಯ(ಇಡಿ) ಅಧಿಕಾರಿಗಳು ನಗರದ ಹಲವು ಕಡೆ ದಾಳಿ ನಡೆಸಿ ಮಹತ್ತ್ವದ ದಾಖಲೆ ಪತ್ರಗಳನ್ನು ವಶಪಡಿಸಿಕೊಂಡಿದ್ದಾರೆ. ಸತತ 32 ಗಂಟೆಗಳ ಕಾಲ ಸುದೀರ್ಘ ದಾಳಿ ನಡೆಸಿದ ಅಧಿಕಾರಿಗಳು ಹಲವು ದಾಖಲೆಗಳನ್ನು ಸಂಗ್ರಹಿಸಿದ್ದಾರೆ.: [124, 929, 374, 1016]
- tagline-english: PRATYAKSHA NADU, KANNADA DAILY MORNING: [263, 109, 467, 119]
- story-right: [552, 583, 742, 796]
- story-bottom-left: [8, 808, 374, 1019]
- main-story-body-3: ಬೆಂಗಳೂರು: ಪರಿಶಿಷ್ಟ ವರ್ಗದ ಎಲ್ಲರೂ ಸಮಾನವಾಗಿ ಅಭಿವೃದ್ಧಿಯಾಗಬೇಕು ಎಂಬ ದೃಷ್ಟಿಯಿಂದ ಒಳಮೀಸಲಾತಿ ಜಾರಿಗೆ ಒಪ್ಪಿದ್ದೇವೆ ಎಂದು ಗೃಹ ಸಚಿವ ಡಾ. ಜಿ.ಪರಮೇಶ್ವರ ಸ್ಪಷ್ಟಪಡಿಸಿದರು. ಸಚಿವ ಸಂಪುಟ ಸಭೆಯ ಬಳಿಕ ಸುದ್ದಿಗಾರರೊಂದಿಗೆ ಮಾತನಾಡಿದ ಅವರು, ಒಮ್ಮತದ ನಿರ್ಣಯ ತೆಗೆದುಕೊಂಡಿದ್ದೇವೆ ಎಂದರು. ಬೆಂಗಳೂರು: ಪರಿಶಿಷ್ಟ ವರ್ಗದ ಎಲ್ಲರೂ ಸಮಾನವಾಗಿ ಅಭಿವೃದ್ಧಿಯಾಗಬೇಕು ಎಂಬ ದೃಷ್ಟಿಯಿಂದ ಒಳಮೀಸಲಾತಿ ಜಾರಿಗೆ ಒಪ್ಪಿದ್ದೇವೆ ಎಂದು ಗೃಹ ಸಚಿವ ಡಾ. ಜಿ.ಪರಮೇಶ್ವರ ಸ್ಪಷ್ಟಪಡಿಸಿದರು. ಸಚಿವ ಸಂಪುಟ ಸಭೆಯ ಬಳಿಕ ಸುದ್ದಿಗಾರರೊಂದಿಗೆ ಮಾತನಾಡಿದ ಅವರು, ಒಮ್ಮತದ ನಿರ್ಣಯ ತೆಗೆದುಕೊಂಡಿದ್ದೇವೆ ಎಂದರು. ಬೆಂಗಳೂರು: ಪರಿಶಿಷ್ಟ ವರ್ಗದ ಎಲ್ಲರೂ ಸಮಾನವಾಗಿ ಅಭಿವೃದ್ಧಿಯಾಗಬೇಕು ಎಂಬ ದೃಷ್ಟಿಯಿಂದ ಒಳಮೀಸಲಾತಿ ಜಾರಿಗೆ ಒಪ್ಪಿದ್ದೇವೆ ಎಂದು ಗೃಹ ಸಚಿವ ಡಾ. ಜಿ.ಪರಮೇಶ್ವರ ಸ್ಪಷ್ಟಪಡಿಸಿದರು. ಸಚಿವ ಸಂಪುಟ ಸಭೆಯ ಬಳಿಕ ಸುದ್ದಿಗಾರರೊಂದಿಗೆ ಮಾತನಾಡಿದ ಅವರು, ಒಮ್ಮತದ ನಿರ್ಣಯ ತೆಗೆದುಕೊಂಡಿದ್ದೇವೆ ಎಂದರು. ಬೆಂಗಳೂರು: ಪತ್ರಿಕಾ ಸಂಪಾದಕರ ರಾಜೀನಾಮೆ ಪ್ರಕರಣವನ್ನು ಮುಖ್ಯಮಂತ್ರಿ ಸಿದ್ದರಾಮಯ್ಯ ಖಂಡಿಸಿದ್ದಾರೆ. ಚುನಾವಣೆಗಾಗಿ ಬಿಜೆಪಿಯವರು ವಿವಾದ ಸೃಷ್ಟಿಸುತ್ತಿದ್ದಾರೆ ಎಂದು ಅವರು ಆರೋಪಿಸಿದ್ದಾರೆ. ವಕ್ಫ್ ವಿಚಾರದಲ್ಲಿ ರೈತರ ಜಮೀನು ಕಸಿದುಕೊಳ್ಳುವ ಪ್ರಶ್ನೆಯೇ ಇಲ್ಲ ಎಂದು ಅವರು ಸ್ಪಷ್ಟಪಡಿಸಿದರು.: [478, 237, 600, 354]
- editor-name-1: ಗಂಗಪ್ಪ ಎ. ಅಗಡಿ: [74, 39, 112, 46]
- masthead-bullet: ■ ಹಬ್ಬದ: [36, 13, 59, 22]
- price-label: Price: 4 Rs.: [442, 164, 492, 175]
- main-area: [146, 186, 742, 573]
- bjp-spokesperson-photo: [276, 606, 344, 680]
- rni-number: RNI: KARKAN/2019/78035: [10, 82, 111, 92]
- story-bottom-left-content: [8, 835, 374, 1020]
- email-address[interactable]: pratyakshanadu@gmail.com: [8, 133, 117, 143]
- story-bottom-right: [380, 808, 742, 1019]
- darshan-photo: [481, 619, 547, 691]
- trailer-image: [684, 88, 737, 134]
- ad-company-name: ಮಹಾಲಕ್ಷ್ಮಿ ಇಂಪ್ಲಿಮೆಂಟ್ಸ್: [601, 48, 711, 63]
- story-mid-a-content: [151, 606, 344, 680]
- story-bottom-right-right-part: [498, 835, 742, 1004]
- main-story-col3: [478, 238, 600, 419]
- story-bottom-left-headline[interactable]: ಇಡಿ ದಾಳಿ ಅಂತ್ಯ: ಮಹತ್ತ್ವದ ದಾಖಲೆ ಸಂಗ್ರಹ: [51, 808, 331, 831]
